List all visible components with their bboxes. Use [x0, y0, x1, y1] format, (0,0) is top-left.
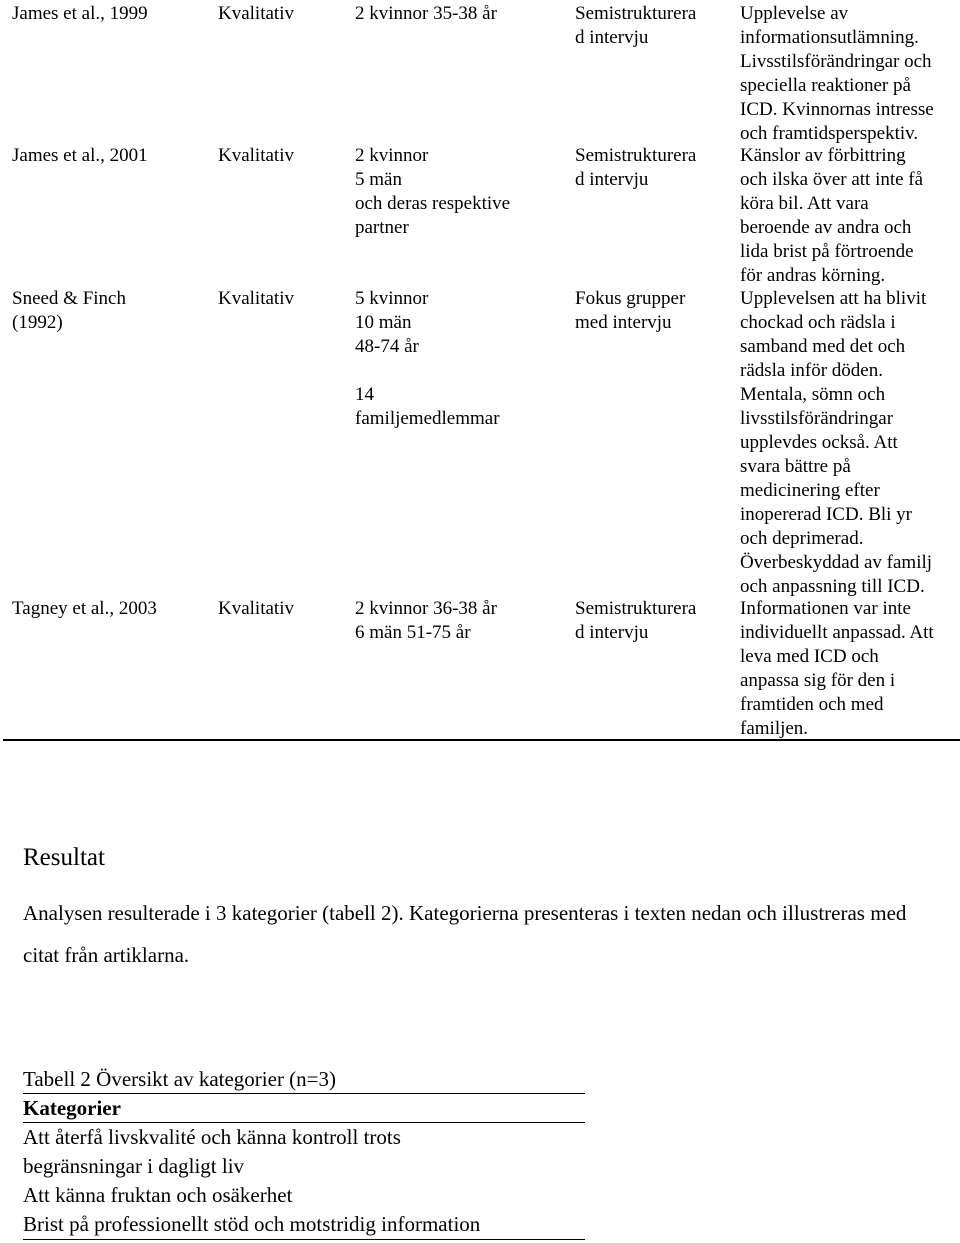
data-collection-cell: Semistrukturera d intervju [575, 145, 697, 190]
sample-cell: 5 kvinnor 10 män 48-74 år 14 familjemedlemmar [355, 288, 500, 429]
method-cell: Kvalitativ [218, 145, 294, 166]
data-collection-cell: Semistrukturera d intervju [575, 598, 697, 643]
table-bottom-rule [3, 739, 960, 741]
author-cell: James et al., 1999 [12, 3, 148, 24]
section-paragraph: Analysen resulterade i 3 kategorier (tabell 2). Kategorierna presenteras i texten nedan och illustreras med citat från artiklarna. [23, 901, 907, 967]
sample-cell: 2 kvinnor 5 män och deras respektive partner [355, 145, 511, 238]
author-cell: James et al., 2001 [12, 145, 148, 166]
author-cell: Tagney et al., 2003 [12, 598, 157, 619]
method-cell: Kvalitativ [218, 598, 294, 619]
data-collection-cell: Semistrukturera d intervju [575, 3, 697, 48]
results-cell: Upplevelsen att ha blivit chockad och rädsla i samband med det och rädsla inför döden. Mentala, sömn och livsstilsförändringar upplevdes också. Att svara bättre på medicinering efter inopererad ICD. Bli yr och deprimerad. Överbeskyddad av familj och anpassning till ICD. [740, 288, 933, 597]
table-header: Kategorier [23, 1094, 585, 1123]
list-item: Brist på professionellt stöd och motstridig information [23, 1212, 481, 1236]
results-cell: Informationen var inte individuellt anpassad. Att leva med ICD och anpassa sig för den i framtiden och med familjen. [740, 598, 934, 739]
data-collection-cell: Fokus grupper med intervju [575, 288, 686, 333]
category-list [23, 1123, 585, 1240]
categories-table [23, 1066, 585, 1240]
results-cell: Upplevelse av informationsutlämning. Livsstilsförändringar och speciella reaktioner på ICD. Kvinnornas intresse och framtidsperspektiv. [740, 3, 934, 144]
method-cell: Kvalitativ [218, 3, 294, 24]
section-heading: Resultat [23, 844, 105, 871]
list-item: Att återfå livskvalité och känna kontroll trots begränsningar i dagligt liv [23, 1125, 401, 1178]
results-cell: Känslor av förbittring och ilska över att inte få köra bil. Att vara beroende av andra och lida brist på förtroende för andras körning. [740, 145, 924, 286]
method-cell: Kvalitativ [218, 288, 294, 309]
table-caption: Tabell 2 Översikt av kategorier (n=3) [23, 1066, 585, 1094]
author-cell: Sneed & Finch (1992) [12, 288, 126, 333]
sample-cell: 2 kvinnor 35-38 år [355, 3, 497, 24]
sample-cell: 2 kvinnor 36-38 år 6 män 51-75 år [355, 598, 497, 643]
list-item: Att känna fruktan och osäkerhet [23, 1183, 293, 1207]
